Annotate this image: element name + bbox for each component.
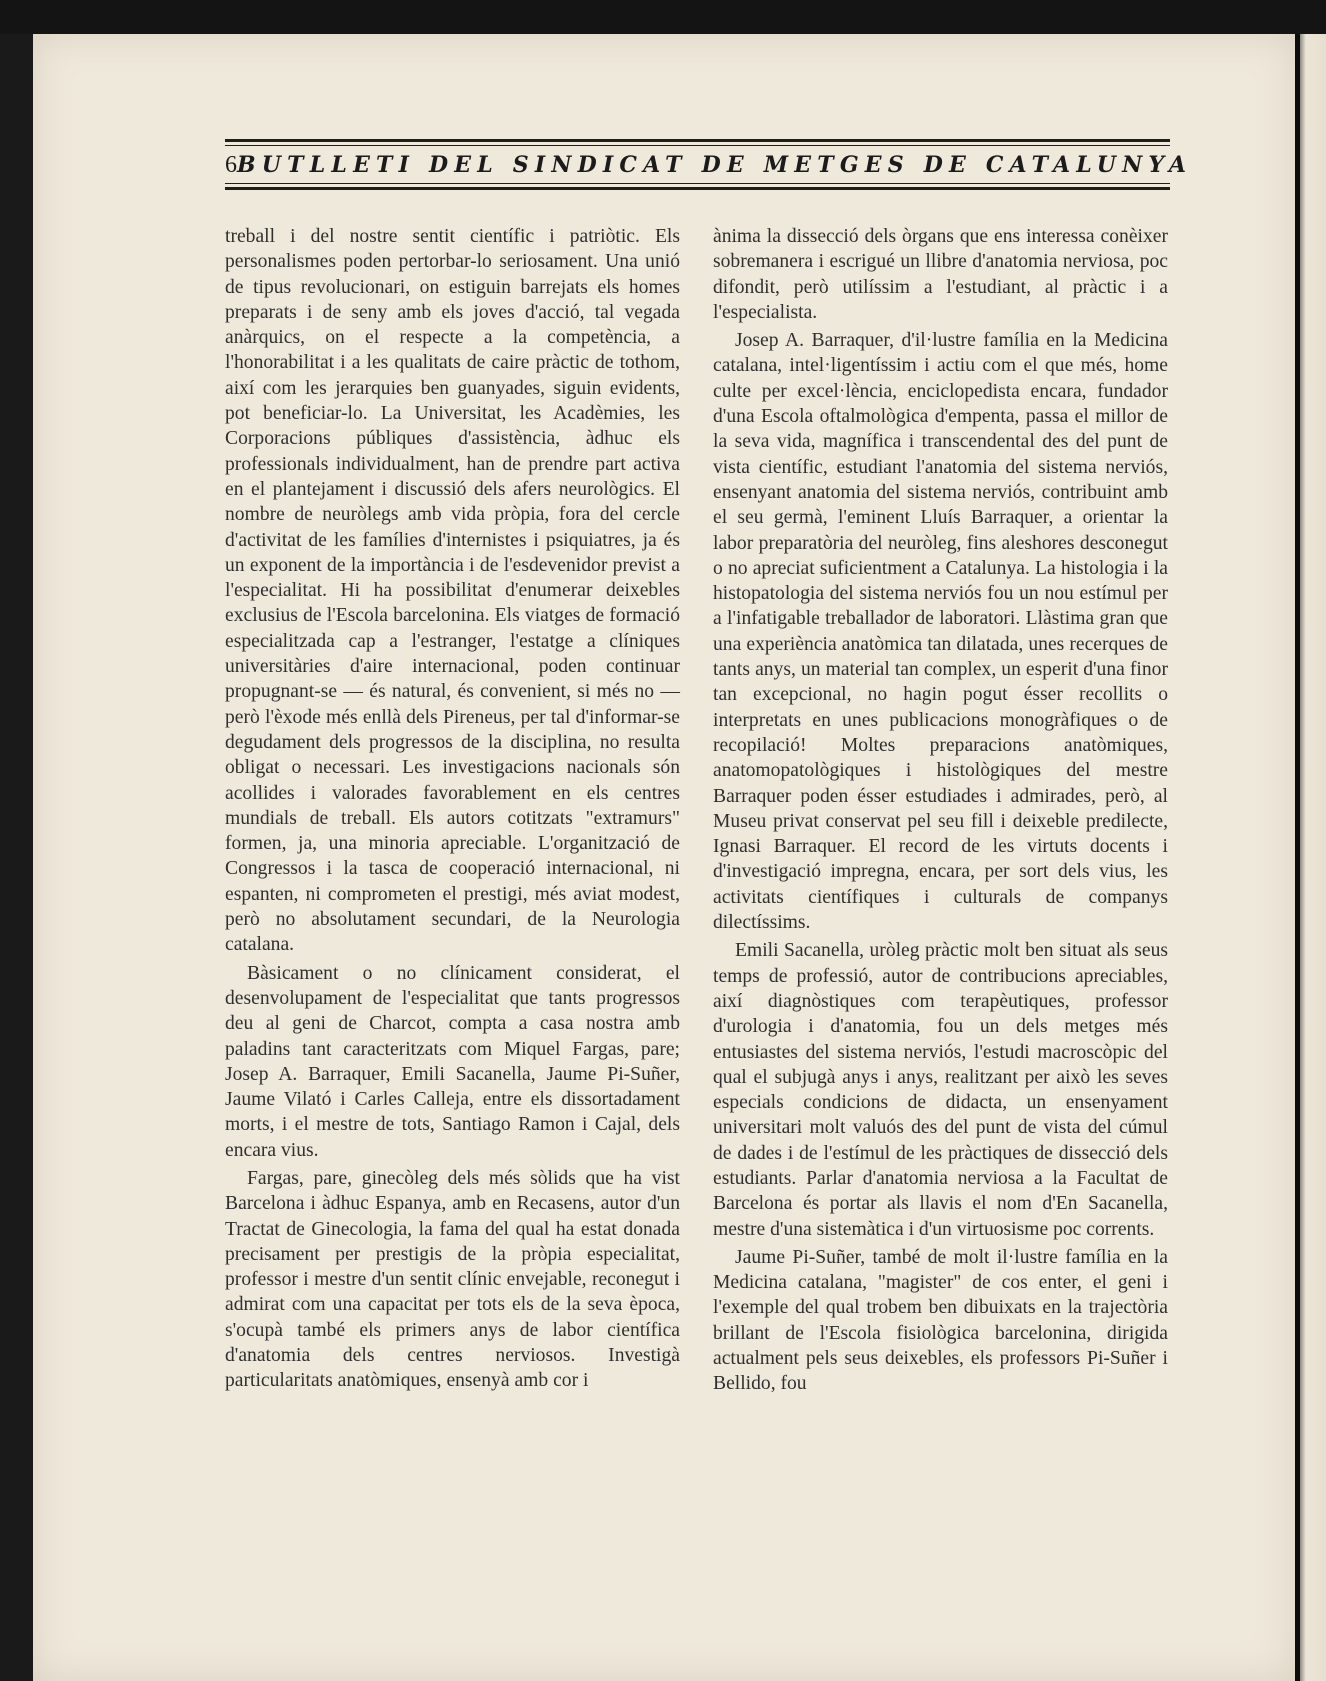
- paragraph: Jaume Pi-Suñer, també de molt il·lustre família en la Medicina catalana, "magister" de cos enter, el geni i l'exemple del qual trobem ben dibuixats en la trajectòria brillant de l'Escola fisiològica barcelonina, dirigida actualment pels seus deixebles, els professors Pi-Suñer i Bellido, fou: [713, 1246, 1168, 1395]
- journal-title: BUTLLETI DEL SINDICAT DE METGES DE CATALUNYA: [237, 152, 1193, 178]
- running-header: [225, 150, 1193, 180]
- header-rule-top: [225, 139, 1170, 146]
- paragraph: treball i del nostre sentit científic i patriòtic. Els personalismes poden pertorbar-lo seriosament. Una unió de tipus revolucionari, on estiguin barrejats els homes preparats i de seny amb els joves d'acció, tal vegada anàrquics, on el respecte a la competència, a l'honorabilitat i a les qualitats de caire pràctic de tothom, així com les jerarquies ben guanyades, siguin evidents, pot beneficiar-lo. La Universitat, les Acadèmies, les Corporacions públiques d'assistència, àdhuc els professionals individualment, han de prendre part activa en el plantejament i discussió dels afers neurològics. El nombre de neuròlegs amb vida pròpia, fora del cercle d'activitat de les famílies d'internistes i psiquiatres, ja és un exponent de la importància i de l'esdevenidor previst a l'especialitat. Hi ha possibilitat d'enumerar deixebles exclusius de l'Escola barcelonina. Els viatges de formació especialitzada cap a l'estranger, l'estatge a clíniques universitàries d'aire internacional, poden continuar propugnant-se — és natural, és convenient, si més no — però l'èxode més enllà dels Pireneus, per tal d'informar-se degudament dels progressos de la disciplina, no resulta obligat o necessari. Les investigacions nacionals són acollides i valorades favorablement en els centres mundials de treball. Els autors cotitzats "extramurs" formen, ja, una minoria apreciable. L'organització de Congressos i la tasca de cooperació internacional, ni espanten, ni comprometen el prestigi, més aviat modest, però no absolutament secundari, de la Neurologia catalana.: [225, 226, 680, 956]
- paragraph: Josep A. Barraquer, d'il·lustre família en la Medicina catalana, intel·ligentíssim i actiu com el que més, home culte per excel·lència, enciclopedista encara, fundador d'una Escola oftalmològica d'empenta, passa el millor de la seva vida, magnífica i transcendental des del punt de vista científic, estudiant l'anatomia del sistema nerviós, ensenyant anatomia del sistema nerviós, contribuint amb el seu germà, l'eminent Lluís Barraquer, a orientar la labor preparatòria del neuròleg, fins aleshores desconegut o no apreciat suficientment a Catalunya. La histologia i la histopatologia del sistema nerviós fou un nou estímul per a l'infatigable treballador de laboratori. Llàstima gran que una experiència anatòmica tan dilatada, unes recerques de tants anys, un material tan complex, un esperit d'una finor tan excepcional, no hagin pogut ésser recollits o interpretats en unes publicacions monogràfiques o de recopilació! Moltes preparacions anatòmiques, anatomopatològiques i histològiques del mestre Barraquer poden ésser estudiades i admirades, però, al Museu privat conservat pel seu fill i deixeble predilecte, Ignasi Barraquer. El record de les virtuts docents i d'investigació impregna, encara, per sort dels vius, les activitats científiques i culturals de companys dilectíssims.: [713, 330, 1168, 934]
- page-number: 6: [225, 151, 237, 178]
- left-column: [225, 224, 680, 1394]
- header-rule-bottom: [225, 183, 1170, 190]
- right-column: [713, 224, 1168, 1397]
- paragraph: Emili Sacanella, uròleg pràctic molt ben situat als seus temps de professió, autor de contribucions apreciables, així diagnòstiques com terapèutiques, professor d'urologia i d'anatomia, fou un dels metges més entusiastes del sistema nerviós, l'estudi macroscòpic del qual el subjugà anys i anys, realitzant per això les seves especials condicions de didacta, un ensenyament universitari molt valuós des del punt de vista del cúmul de dades i de l'estímul de les pràctiques de dissecció dels estudiants. Parlar d'anatomia nerviosa a la Facultat de Barcelona és portar als llavis el nom d'En Sacanella, mestre d'una sistemàtica i d'un virtuosisme poc corrents.: [713, 940, 1168, 1240]
- next-page-edge: [1295, 34, 1326, 1681]
- paragraph: ànima la dissecció dels òrgans que ens interessa conèixer sobremanera i escrigué un llibre d'anatomia nerviosa, poc difondit, però utilíssim a l'estudiant, al pràctic i a l'especialista.: [713, 226, 1168, 323]
- paragraph: Fargas, pare, ginecòleg dels més sòlids que ha vist Barcelona i àdhuc Espanya, amb en Recasens, autor d'un Tractat de Ginecologia, la fama del qual ha estat donada precisament per prestigis de la pròpia especialitat, professor i mestre d'un sentit clínic envejable, reconegut i admirat com una capacitat per tots els de la seva època, s'ocupà també els primers anys de labor científica d'anatomia dels centres nerviosos. Investigà particularitats anatòmiques, ensenyà amb cor i: [225, 1167, 680, 1392]
- scan-background: [0, 0, 1326, 34]
- paragraph: Bàsicament o no clínicament considerat, el desenvolupament de l'especialitat que tants progressos deu al geni de Charcot, compta a casa nostra amb paladins tant caracteritzats com Miquel Fargas, pare; Josep A. Barraquer, Emili Sacanella, Jaume Pi-Suñer, Jaume Vilató i Carles Calleja, entre els dissortadament morts, i el mestre de tots, Santiago Ramon i Cajal, dels encara vius.: [225, 962, 680, 1161]
